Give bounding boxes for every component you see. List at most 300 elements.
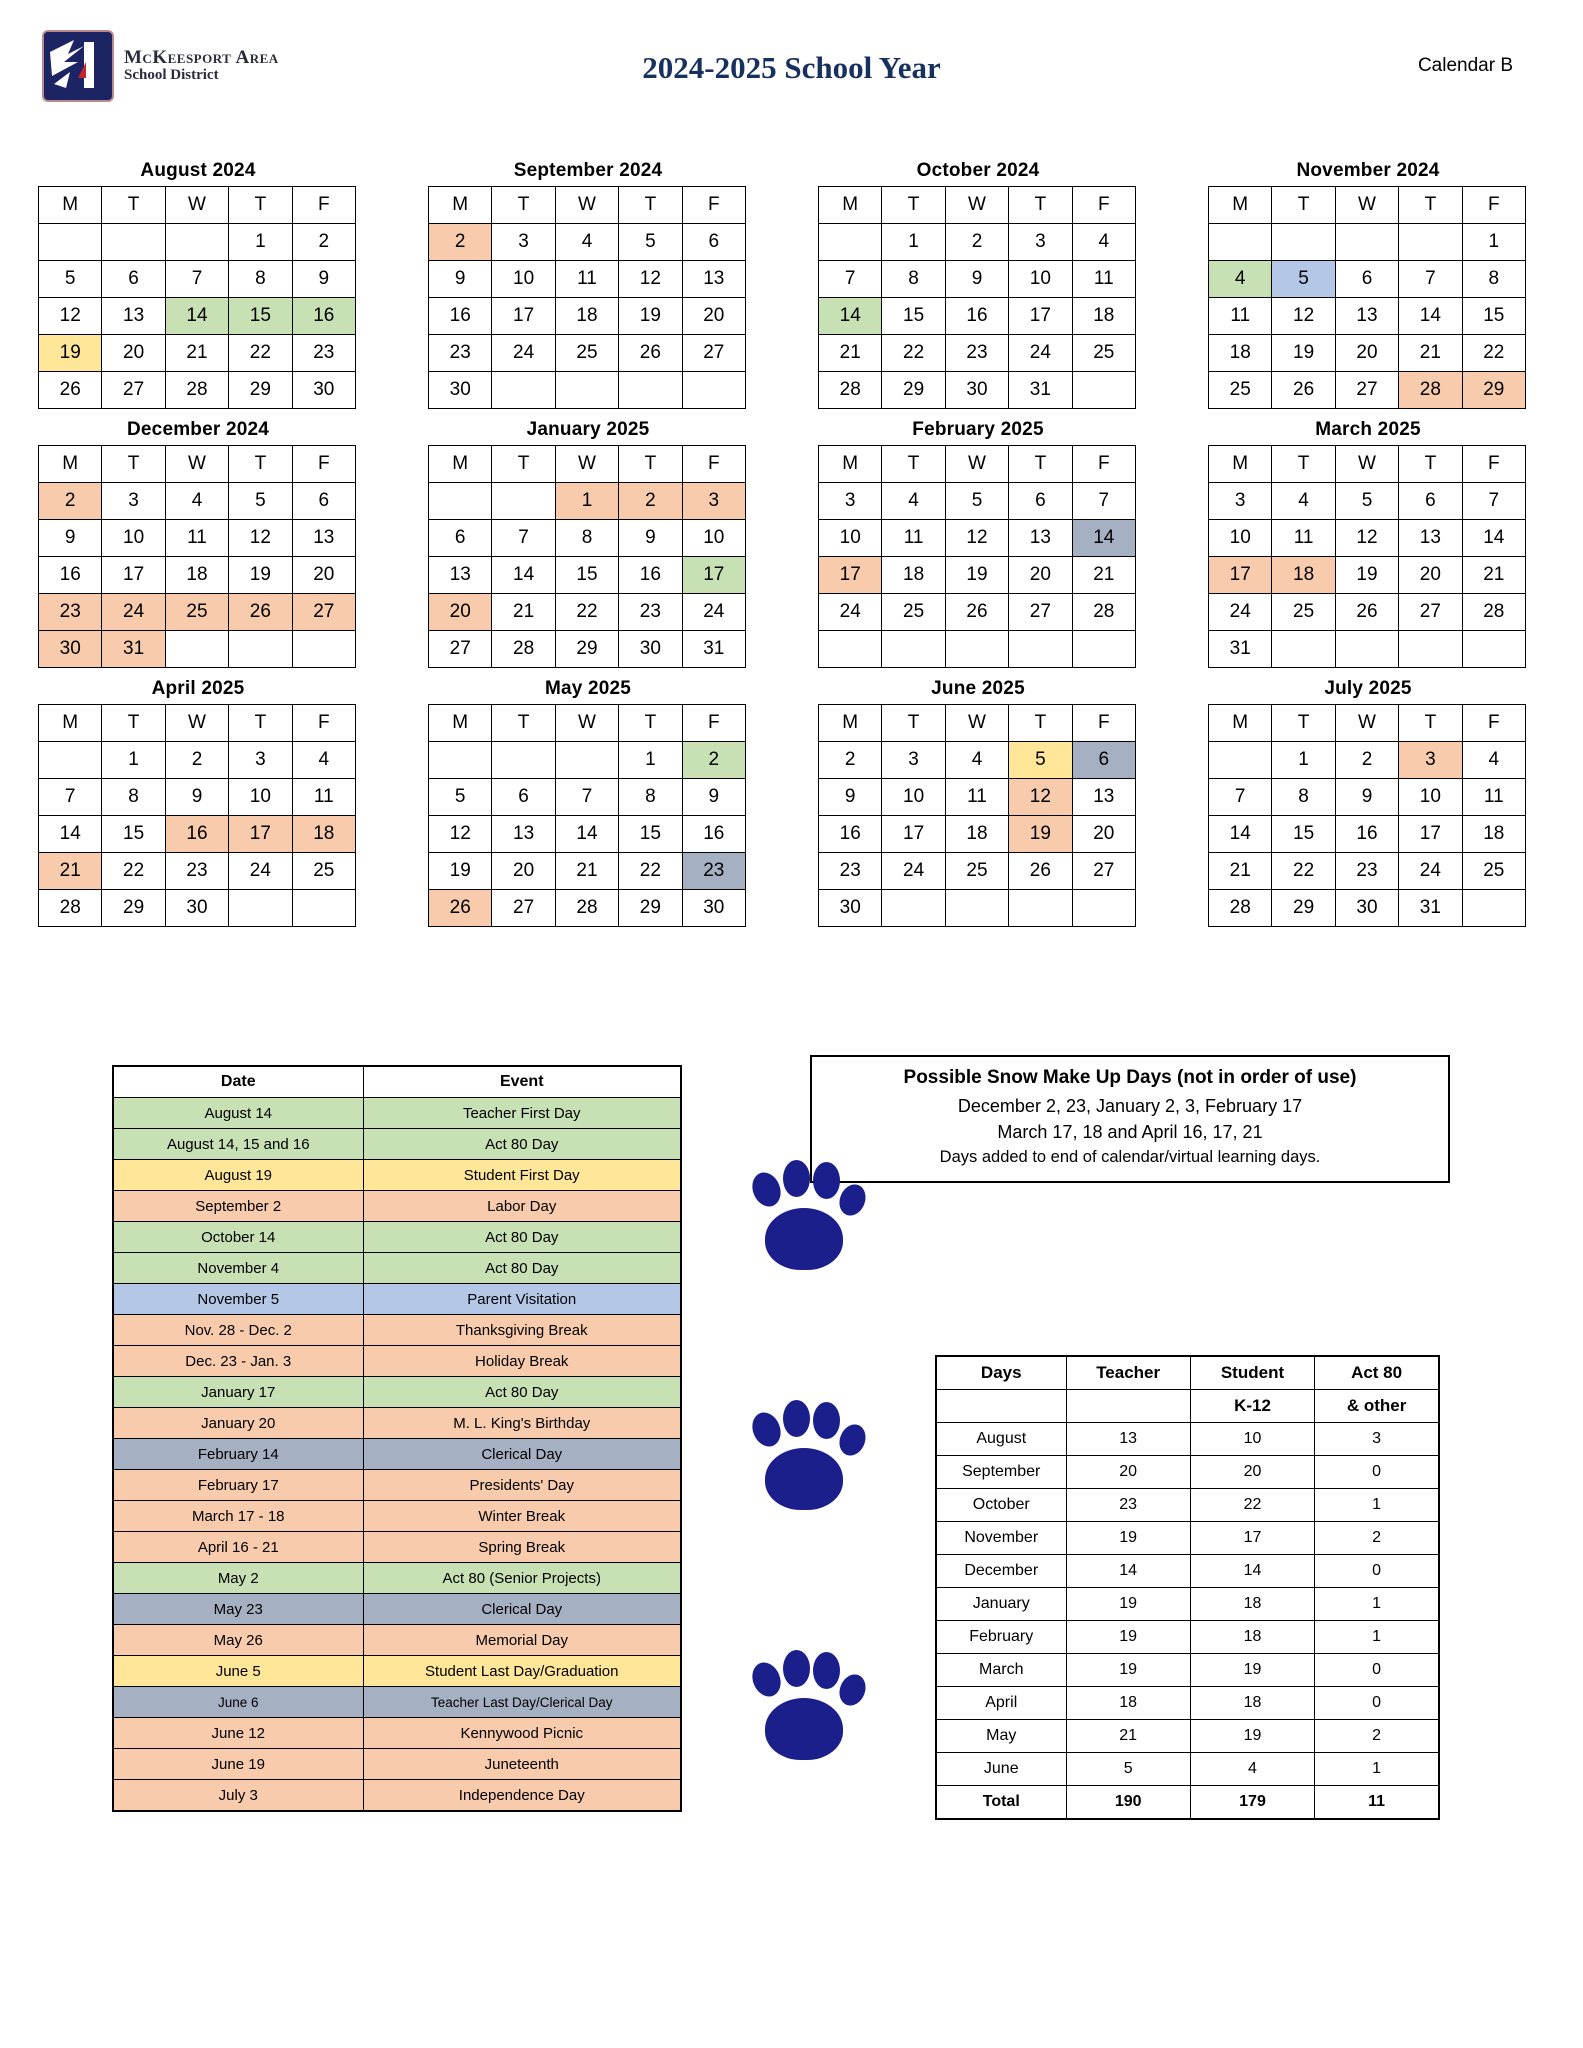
legend-event-cell: Student Last Day/Graduation (363, 1656, 681, 1687)
calendar-day-cell[interactable]: 10 (819, 520, 882, 557)
calendar-day-cell[interactable]: 28 (1399, 372, 1462, 409)
calendar-day-cell[interactable]: 29 (229, 372, 292, 409)
calendar-day-cell[interactable]: 8 (619, 779, 682, 816)
calendar-day-cell[interactable]: 26 (39, 372, 102, 409)
calendar-day-cell[interactable]: 4 (1209, 261, 1272, 298)
calendar-day-cell[interactable]: 3 (1209, 483, 1272, 520)
calendar-day-cell[interactable]: 27 (1072, 853, 1135, 890)
calendar-day-cell[interactable]: 5 (429, 779, 492, 816)
calendar-day-cell[interactable]: 16 (292, 298, 355, 335)
calendar-day-cell[interactable]: 25 (1209, 372, 1272, 409)
calendar-day-cell[interactable]: 15 (229, 298, 292, 335)
calendar-day-cell[interactable]: 6 (429, 520, 492, 557)
calendar-day-cell[interactable]: 23 (165, 853, 228, 890)
calendar-day-cell[interactable]: 11 (1462, 779, 1525, 816)
calendar-day-cell[interactable]: 23 (819, 853, 882, 890)
snow-box-line-2: March 17, 18 and April 16, 17, 21 (997, 1122, 1263, 1142)
calendar-day-cell[interactable]: 19 (429, 853, 492, 890)
calendar-day-cell[interactable]: 6 (682, 224, 745, 261)
calendar-day-cell[interactable]: 15 (619, 816, 682, 853)
calendar-day-cell[interactable]: 11 (882, 520, 945, 557)
calendar-day-cell[interactable]: 22 (102, 853, 165, 890)
calendar-day-cell[interactable]: 5 (1335, 483, 1398, 520)
calendar-day-cell[interactable]: 16 (39, 557, 102, 594)
calendar-day-cell[interactable]: 27 (1399, 594, 1462, 631)
calendar-day-cell[interactable]: 10 (229, 779, 292, 816)
calendar-day-cell[interactable]: 2 (819, 742, 882, 779)
calendar-week-row (819, 890, 1136, 927)
calendar-day-cell[interactable]: 12 (229, 520, 292, 557)
calendar-day-cell[interactable]: 29 (1272, 890, 1335, 927)
calendar-day-cell[interactable]: 11 (1209, 298, 1272, 335)
calendar-day-cell[interactable]: 30 (429, 372, 492, 409)
weekday-header-cell: T (229, 705, 292, 742)
calendar-day-cell[interactable]: 24 (1399, 853, 1462, 890)
calendar-day-cell[interactable]: 8 (1462, 261, 1525, 298)
calendar-day-cell[interactable]: 6 (492, 779, 555, 816)
calendar-day-cell[interactable]: 21 (492, 594, 555, 631)
days-month-cell: February (936, 1621, 1066, 1654)
calendar-day-cell[interactable]: 31 (682, 631, 745, 668)
calendar-day-cell[interactable]: 23 (292, 335, 355, 372)
weekday-header-cell: T (492, 187, 555, 224)
calendar-day-cell[interactable]: 29 (619, 890, 682, 927)
calendar-day-cell[interactable]: 24 (882, 853, 945, 890)
legend-row (113, 1284, 681, 1315)
calendar-day-cell[interactable]: 1 (619, 742, 682, 779)
calendar-day-cell[interactable]: 12 (1335, 520, 1398, 557)
calendar-day-cell[interactable]: 4 (555, 224, 618, 261)
calendar-day-cell[interactable]: 7 (1462, 483, 1525, 520)
calendar-day-cell[interactable]: 10 (682, 520, 745, 557)
calendar-day-cell[interactable]: 19 (1335, 557, 1398, 594)
calendar-day-cell[interactable]: 3 (492, 224, 555, 261)
calendar-day-cell[interactable]: 1 (1272, 742, 1335, 779)
calendar-day-cell[interactable]: 19 (1009, 816, 1072, 853)
calendar-day-cell[interactable]: 20 (1072, 816, 1135, 853)
calendar-day-cell[interactable]: 26 (1272, 372, 1335, 409)
calendar-day-cell[interactable]: 25 (945, 853, 1008, 890)
legend-row (113, 1439, 681, 1470)
calendar-empty-cell (229, 631, 292, 668)
calendar-day-cell[interactable]: 28 (39, 890, 102, 927)
calendar-day-cell[interactable]: 17 (492, 298, 555, 335)
calendar-day-cell[interactable]: 13 (1399, 520, 1462, 557)
calendar-day-cell[interactable]: 15 (1462, 298, 1525, 335)
calendar-day-cell[interactable]: 8 (555, 520, 618, 557)
calendar-week-row (1209, 594, 1526, 631)
calendar-day-cell[interactable]: 25 (292, 853, 355, 890)
calendar-day-cell[interactable]: 28 (555, 890, 618, 927)
calendar-day-cell[interactable]: 3 (882, 742, 945, 779)
calendar-day-cell[interactable]: 7 (165, 261, 228, 298)
calendar-day-cell[interactable]: 11 (292, 779, 355, 816)
calendar-day-cell[interactable]: 10 (102, 520, 165, 557)
calendar-empty-cell (555, 372, 618, 409)
calendar-day-cell[interactable]: 17 (882, 816, 945, 853)
calendar-day-cell[interactable]: 8 (102, 779, 165, 816)
calendar-day-cell[interactable]: 15 (1272, 816, 1335, 853)
calendar-day-cell[interactable]: 30 (682, 890, 745, 927)
calendar-day-cell[interactable]: 18 (1072, 298, 1135, 335)
month-table (818, 445, 1136, 668)
calendar-day-cell[interactable]: 4 (882, 483, 945, 520)
calendar-day-cell[interactable]: 22 (555, 594, 618, 631)
calendar-day-cell[interactable]: 27 (682, 335, 745, 372)
calendar-day-cell[interactable]: 14 (492, 557, 555, 594)
weekday-header-cell: F (292, 705, 355, 742)
calendar-day-cell[interactable]: 26 (945, 594, 1008, 631)
calendar-day-cell[interactable]: 10 (1009, 261, 1072, 298)
calendar-day-cell[interactable]: 18 (555, 298, 618, 335)
calendar-day-cell[interactable]: 14 (555, 816, 618, 853)
calendar-day-cell[interactable]: 18 (1272, 557, 1335, 594)
calendar-day-cell[interactable]: 8 (229, 261, 292, 298)
calendar-day-cell[interactable]: 26 (429, 890, 492, 927)
calendar-day-cell[interactable]: 22 (619, 853, 682, 890)
calendar-day-cell[interactable]: 19 (1272, 335, 1335, 372)
days-value-cell: 19 (1066, 1588, 1190, 1621)
calendar-day-cell[interactable]: 23 (945, 335, 1008, 372)
calendar-day-cell[interactable]: 19 (39, 335, 102, 372)
calendar-day-cell[interactable]: 5 (619, 224, 682, 261)
days-month-cell: January (936, 1588, 1066, 1621)
calendar-day-cell[interactable]: 16 (429, 298, 492, 335)
calendar-day-cell[interactable]: 2 (292, 224, 355, 261)
calendar-week-row (429, 890, 746, 927)
calendar-day-cell[interactable]: 21 (165, 335, 228, 372)
calendar-day-cell[interactable]: 20 (292, 557, 355, 594)
calendar-day-cell[interactable]: 7 (1399, 261, 1462, 298)
calendar-day-cell[interactable]: 25 (1272, 594, 1335, 631)
calendar-day-cell[interactable]: 2 (682, 742, 745, 779)
calendar-day-cell[interactable]: 31 (1399, 890, 1462, 927)
calendar-day-cell[interactable]: 22 (882, 335, 945, 372)
calendar-day-cell[interactable]: 13 (102, 298, 165, 335)
calendar-day-cell[interactable]: 7 (1209, 779, 1272, 816)
calendar-day-cell[interactable]: 3 (102, 483, 165, 520)
calendar-day-cell[interactable]: 9 (619, 520, 682, 557)
legend-date-cell: March 17 - 18 (113, 1501, 363, 1532)
calendar-day-cell[interactable]: 14 (1399, 298, 1462, 335)
calendar-day-cell[interactable]: 25 (165, 594, 228, 631)
calendar-day-cell[interactable]: 11 (165, 520, 228, 557)
calendar-day-cell[interactable]: 25 (1462, 853, 1525, 890)
calendar-day-cell[interactable]: 17 (102, 557, 165, 594)
calendar-day-cell[interactable]: 23 (39, 594, 102, 631)
calendar-day-cell[interactable]: 25 (882, 594, 945, 631)
calendar-day-cell[interactable]: 10 (1209, 520, 1272, 557)
calendar-day-cell[interactable]: 24 (102, 594, 165, 631)
calendar-day-cell[interactable]: 20 (102, 335, 165, 372)
calendar-day-cell[interactable]: 6 (292, 483, 355, 520)
calendar-day-cell[interactable]: 26 (619, 335, 682, 372)
paw-print-icon (745, 1640, 865, 1770)
calendar-day-cell[interactable]: 5 (39, 261, 102, 298)
calendar-day-cell[interactable]: 18 (1462, 816, 1525, 853)
calendar-day-cell[interactable]: 28 (165, 372, 228, 409)
legend-date-cell: Nov. 28 - Dec. 2 (113, 1315, 363, 1346)
calendar-day-cell[interactable]: 15 (882, 298, 945, 335)
calendar-day-cell[interactable]: 11 (1072, 261, 1135, 298)
weekday-header-row (1209, 705, 1526, 742)
days-row (936, 1522, 1439, 1555)
calendar-day-cell[interactable]: 28 (819, 372, 882, 409)
calendar-day-cell[interactable]: 29 (1462, 372, 1525, 409)
calendar-day-cell[interactable]: 9 (165, 779, 228, 816)
days-header-act80: Act 80 (1315, 1356, 1439, 1390)
calendar-week-row (429, 631, 746, 668)
calendar-day-cell[interactable]: 4 (292, 742, 355, 779)
calendar-day-cell[interactable]: 6 (1072, 742, 1135, 779)
calendar-day-cell[interactable]: 10 (882, 779, 945, 816)
calendar-day-cell[interactable]: 20 (429, 594, 492, 631)
calendar-day-cell[interactable]: 19 (945, 557, 1008, 594)
calendar-day-cell[interactable]: 2 (429, 224, 492, 261)
calendar-day-cell[interactable]: 21 (1462, 557, 1525, 594)
calendar-day-cell[interactable]: 7 (819, 261, 882, 298)
calendar-day-cell[interactable]: 15 (102, 816, 165, 853)
calendar-day-cell[interactable]: 3 (229, 742, 292, 779)
calendar-day-cell[interactable]: 26 (229, 594, 292, 631)
calendar-day-cell[interactable]: 28 (1462, 594, 1525, 631)
calendar-day-cell[interactable]: 24 (229, 853, 292, 890)
calendar-day-cell[interactable]: 17 (819, 557, 882, 594)
calendar-day-cell[interactable]: 6 (1009, 483, 1072, 520)
calendar-day-cell[interactable]: 20 (1335, 335, 1398, 372)
days-row (936, 1456, 1439, 1489)
calendar-day-cell[interactable]: 20 (1399, 557, 1462, 594)
calendar-day-cell[interactable]: 9 (429, 261, 492, 298)
calendar-day-cell[interactable]: 21 (1072, 557, 1135, 594)
calendar-day-cell[interactable]: 9 (945, 261, 1008, 298)
calendar-day-cell[interactable]: 31 (102, 631, 165, 668)
calendar-day-cell[interactable]: 3 (819, 483, 882, 520)
calendar-day-cell[interactable]: 17 (1009, 298, 1072, 335)
calendar-day-cell[interactable]: 12 (945, 520, 1008, 557)
calendar-day-cell[interactable]: 16 (945, 298, 1008, 335)
calendar-day-cell[interactable]: 5 (1009, 742, 1072, 779)
calendar-day-cell[interactable]: 4 (945, 742, 1008, 779)
calendar-day-cell[interactable]: 30 (619, 631, 682, 668)
calendar-day-cell[interactable]: 7 (1072, 483, 1135, 520)
calendar-day-cell[interactable]: 16 (819, 816, 882, 853)
calendar-day-cell[interactable]: 12 (619, 261, 682, 298)
calendar-day-cell[interactable]: 28 (1209, 890, 1272, 927)
calendar-day-cell[interactable]: 11 (1272, 520, 1335, 557)
calendar-day-cell[interactable]: 24 (1209, 594, 1272, 631)
calendar-day-cell[interactable]: 15 (555, 557, 618, 594)
calendar-empty-cell (292, 890, 355, 927)
calendar-day-cell[interactable]: 9 (1335, 779, 1398, 816)
calendar-day-cell[interactable]: 1 (882, 224, 945, 261)
calendar-day-cell[interactable]: 18 (945, 816, 1008, 853)
calendar-day-cell[interactable]: 12 (39, 298, 102, 335)
legend-row (113, 1408, 681, 1439)
weekday-header-row (429, 187, 746, 224)
calendar-day-cell[interactable]: 27 (102, 372, 165, 409)
calendar-day-cell[interactable]: 4 (1072, 224, 1135, 261)
calendar-day-cell[interactable]: 9 (819, 779, 882, 816)
calendar-day-cell[interactable]: 9 (682, 779, 745, 816)
calendar-day-cell[interactable]: 6 (102, 261, 165, 298)
calendar-day-cell[interactable]: 19 (229, 557, 292, 594)
calendar-day-cell[interactable]: 1 (1462, 224, 1525, 261)
calendar-day-cell[interactable]: 11 (555, 261, 618, 298)
calendar-day-cell[interactable]: 1 (555, 483, 618, 520)
calendar-week-row (39, 224, 356, 261)
calendar-day-cell[interactable]: 13 (292, 520, 355, 557)
calendar-day-cell[interactable]: 21 (555, 853, 618, 890)
calendar-day-cell[interactable]: 30 (165, 890, 228, 927)
calendar-day-cell[interactable]: 14 (39, 816, 102, 853)
calendar-day-cell[interactable]: 25 (555, 335, 618, 372)
calendar-day-cell[interactable]: 4 (1272, 483, 1335, 520)
weekday-header-cell: T (229, 446, 292, 483)
calendar-day-cell[interactable]: 1 (102, 742, 165, 779)
calendar-day-cell[interactable]: 30 (1335, 890, 1398, 927)
calendar-day-cell[interactable]: 18 (292, 816, 355, 853)
calendar-empty-cell (945, 890, 1008, 927)
calendar-day-cell[interactable]: 23 (619, 594, 682, 631)
calendar-day-cell[interactable]: 13 (429, 557, 492, 594)
calendar-day-cell[interactable]: 29 (882, 372, 945, 409)
calendar-day-cell[interactable]: 28 (492, 631, 555, 668)
calendar-day-cell[interactable]: 28 (1072, 594, 1135, 631)
calendar-day-cell[interactable]: 12 (1272, 298, 1335, 335)
calendar-day-cell[interactable]: 6 (1399, 483, 1462, 520)
calendar-day-cell[interactable]: 30 (292, 372, 355, 409)
calendar-day-cell[interactable]: 2 (165, 742, 228, 779)
calendar-day-cell[interactable]: 14 (1209, 816, 1272, 853)
calendar-day-cell[interactable]: 17 (1209, 557, 1272, 594)
weekday-header-row (39, 187, 356, 224)
calendar-day-cell[interactable]: 12 (429, 816, 492, 853)
calendar-day-cell[interactable]: 27 (429, 631, 492, 668)
calendar-day-cell[interactable]: 5 (1272, 261, 1335, 298)
calendar-empty-cell (945, 631, 1008, 668)
calendar-day-cell[interactable]: 18 (882, 557, 945, 594)
days-value-cell: 19 (1066, 1654, 1190, 1687)
calendar-day-cell[interactable]: 2 (1335, 742, 1398, 779)
calendar-day-cell[interactable]: 31 (1009, 372, 1072, 409)
calendar-day-cell[interactable]: 21 (819, 335, 882, 372)
calendar-day-cell[interactable]: 5 (229, 483, 292, 520)
calendar-day-cell[interactable]: 27 (492, 890, 555, 927)
calendar-day-cell[interactable]: 24 (1009, 335, 1072, 372)
calendar-day-cell[interactable]: 16 (682, 816, 745, 853)
legend-date-cell: January 20 (113, 1408, 363, 1439)
calendar-day-cell[interactable]: 14 (165, 298, 228, 335)
calendar-day-cell[interactable]: 27 (1335, 372, 1398, 409)
calendar-day-cell[interactable]: 10 (1399, 779, 1462, 816)
calendar-day-cell[interactable]: 24 (819, 594, 882, 631)
calendar-day-cell[interactable]: 3 (682, 483, 745, 520)
calendar-day-cell[interactable]: 16 (619, 557, 682, 594)
calendar-day-cell[interactable]: 21 (1209, 853, 1272, 890)
events-legend-table (112, 1065, 682, 1812)
calendar-day-cell[interactable]: 23 (1335, 853, 1398, 890)
calendar-day-cell[interactable]: 25 (1072, 335, 1135, 372)
calendar-day-cell[interactable]: 18 (165, 557, 228, 594)
calendar-day-cell[interactable]: 3 (1009, 224, 1072, 261)
calendar-day-cell[interactable]: 24 (682, 594, 745, 631)
calendar-day-cell[interactable]: 21 (1399, 335, 1462, 372)
calendar-day-cell[interactable]: 26 (1335, 594, 1398, 631)
calendar-day-cell[interactable]: 19 (619, 298, 682, 335)
calendar-day-cell[interactable]: 22 (1462, 335, 1525, 372)
calendar-day-cell[interactable]: 14 (819, 298, 882, 335)
calendar-day-cell[interactable]: 27 (292, 594, 355, 631)
calendar-day-cell[interactable]: 29 (102, 890, 165, 927)
calendar-day-cell[interactable]: 30 (945, 372, 1008, 409)
calendar-day-cell[interactable]: 23 (682, 853, 745, 890)
calendar-day-cell[interactable]: 17 (1399, 816, 1462, 853)
calendar-day-cell[interactable]: 1 (229, 224, 292, 261)
calendar-day-cell[interactable]: 4 (165, 483, 228, 520)
calendar-day-cell[interactable]: 5 (945, 483, 1008, 520)
calendar-day-cell[interactable]: 23 (429, 335, 492, 372)
calendar-day-cell[interactable]: 16 (1335, 816, 1398, 853)
calendar-day-cell[interactable]: 14 (1462, 520, 1525, 557)
calendar-day-cell[interactable]: 18 (1209, 335, 1272, 372)
calendar-day-cell[interactable]: 13 (1009, 520, 1072, 557)
calendar-day-cell[interactable]: 7 (492, 520, 555, 557)
calendar-day-cell[interactable]: 22 (229, 335, 292, 372)
calendar-day-cell[interactable]: 14 (1072, 520, 1135, 557)
calendar-day-cell[interactable]: 11 (945, 779, 1008, 816)
calendar-day-cell[interactable]: 12 (1009, 779, 1072, 816)
calendar-day-cell[interactable]: 17 (682, 557, 745, 594)
calendar-day-cell[interactable]: 22 (1272, 853, 1335, 890)
calendar-day-cell[interactable]: 16 (165, 816, 228, 853)
calendar-empty-cell (1335, 224, 1398, 261)
calendar-day-cell[interactable]: 8 (1272, 779, 1335, 816)
calendar-day-cell[interactable]: 30 (39, 631, 102, 668)
month-title: November 2024 (1296, 160, 1440, 181)
calendar-day-cell[interactable]: 2 (945, 224, 1008, 261)
calendar-day-cell[interactable]: 20 (1009, 557, 1072, 594)
calendar-day-cell[interactable]: 6 (1335, 261, 1398, 298)
calendar-day-cell[interactable]: 7 (555, 779, 618, 816)
calendar-day-cell[interactable]: 26 (1009, 853, 1072, 890)
calendar-day-cell[interactable]: 13 (1072, 779, 1135, 816)
calendar-day-cell[interactable]: 31 (1209, 631, 1272, 668)
calendar-day-cell[interactable]: 4 (1462, 742, 1525, 779)
calendar-day-cell[interactable]: 9 (292, 261, 355, 298)
calendar-day-cell[interactable]: 20 (492, 853, 555, 890)
calendar-day-cell[interactable]: 2 (619, 483, 682, 520)
calendar-day-cell[interactable]: 21 (39, 853, 102, 890)
calendar-day-cell[interactable]: 9 (39, 520, 102, 557)
legend-date-cell: May 23 (113, 1594, 363, 1625)
calendar-day-cell[interactable]: 29 (555, 631, 618, 668)
calendar-day-cell[interactable]: 17 (229, 816, 292, 853)
calendar-day-cell[interactable]: 13 (1335, 298, 1398, 335)
calendar-day-cell[interactable]: 2 (39, 483, 102, 520)
calendar-day-cell[interactable]: 10 (492, 261, 555, 298)
calendar-day-cell[interactable]: 7 (39, 779, 102, 816)
calendar-day-cell[interactable]: 20 (682, 298, 745, 335)
calendar-day-cell[interactable]: 13 (492, 816, 555, 853)
calendar-day-cell[interactable]: 24 (492, 335, 555, 372)
calendar-day-cell[interactable]: 27 (1009, 594, 1072, 631)
calendar-day-cell[interactable]: 3 (1399, 742, 1462, 779)
calendar-day-cell[interactable]: 30 (819, 890, 882, 927)
legend-header-date: Date (113, 1066, 363, 1098)
calendar-day-cell[interactable]: 13 (682, 261, 745, 298)
calendar-day-cell[interactable]: 8 (882, 261, 945, 298)
